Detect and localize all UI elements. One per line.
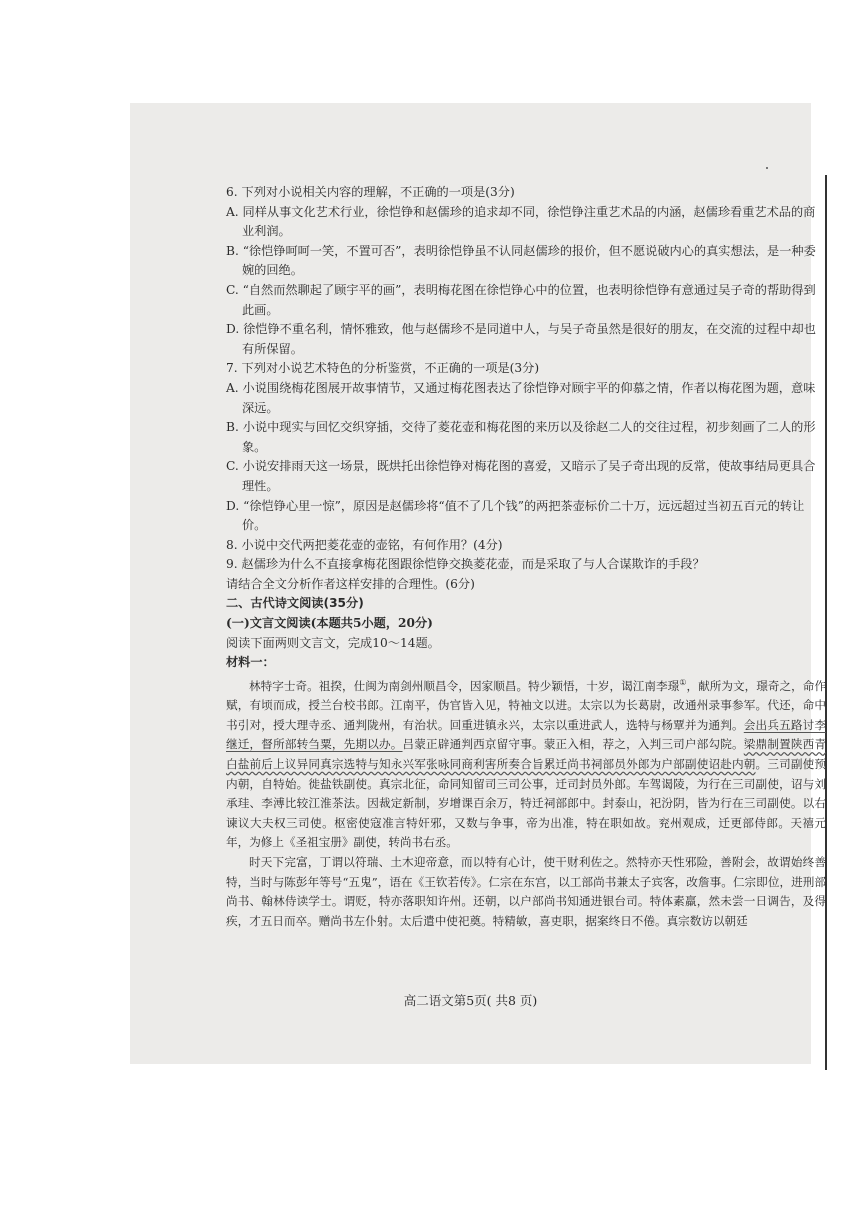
page-footer: 高二语文第5页( 共8 页) bbox=[403, 993, 538, 1008]
question-6-option-c: C. “自然而然聊起了顾宇平的画”，表明梅花图在徐恺铮心中的位置，也表明徐恺铮有意通过吴子奇的帮助得到此画。 bbox=[226, 282, 816, 317]
classical-text-paragraph-2: 时天下完富，丁谓以符瑞、土木迎帝意，而以特有心计，使干财利佐之。然特亦天性邪险，善附会，故谓始终善特，当时与陈彭年等号“五鬼”，语在《王钦若传》。仁宗在东宫，以工部尚书兼太子宾客，改詹事。仁宗即位，进刑部尚书、翰林侍读学士。谓贬，特亦落职知许州。还朝，以户部尚书知通进银台司。特体素羸，然未尝一日调告，及得疾，才五日而卒。赠尚书左仆射。太后遣中使祀奠。特精敏，喜吏职，据案终日不倦。真宗数访以朝廷 bbox=[226, 855, 826, 928]
para1-part3: 吕蒙正辟通判西京留守事。蒙正入相，荐之，入判三司户部勾院。 bbox=[402, 737, 744, 752]
para1-part4: 。三司副使预内朝，自特始。徙盐铁副使。真宗北征，命同知留司三司公事，迁司封员外郎。车驾谒陵，为行在三司副使，诏与刘承珪、李溥比较江淮茶法。因裁定新制，岁增课百余万，特迁祠部郎中。封泰山，祀汾阴，皆为行在三司副使。以右谏议大夫权三司使。枢密使寇准言特奸邪，又数与争事，帝为出准，特在职如故。兖州观成，迁更部侍郎。天禧元年，为修上《圣祖宝册》副使，转尚书右丞。 bbox=[226, 757, 826, 850]
underlined-sentence: 会出兵五路讨李继迁，督所部转刍粟，先期以办。 bbox=[226, 717, 826, 752]
question-7-option-d: D. “徐恺铮心里一惊”，原因是赵儒珍将“值不了几个钱”的两把茶壶标价二十万，远远超过当初五百元的转让价。 bbox=[226, 498, 805, 533]
question-7-option-b: B. 小说中现实与回忆交织穿插，交待了菱花壶和梅花图的来历以及徐赵二人的交往过程，初步刻画了二人的形象。 bbox=[226, 420, 816, 454]
reading-instruction: 阅读下面两则文言文，完成10～14题。 bbox=[226, 635, 440, 650]
question-6-option-d: D. 徐恺铮不重名利，情怀雅致，他与赵儒珍不是同道中人，与吴子奇虽然是很好的朋友，在交流的过程中却也有所保留。 bbox=[226, 322, 816, 356]
wavy-underlined-passage: 梁鼎制置陕西青白盐前后上议异同真宗选特与知永兴军张咏同商利害所奏合旨累迁尚书祠部员外郎为户部副使诏赴内朝 bbox=[226, 737, 826, 772]
page-content bbox=[226, 183, 826, 931]
para1-part2: ，献所为文，璟奇之，命作赋，有顷而成，授兰台校书郎。江南平，伪官皆入见，特袖文以进。太宗以为长葛尉，改通州录事参军。代还，命中书引对，授大理寺丞、通判陇州，有治状。回重进镇永兴，太宗以重进武人，选特与杨覃并为通判。 bbox=[226, 678, 826, 732]
question-7-option-c: C. 小说安排雨天这一场景，既烘托出徐恺铮对梅花图的喜爱，又暗示了吴子奇出现的反常，使故事结局更具合理性。 bbox=[226, 459, 816, 493]
classical-text-paragraph-1 bbox=[226, 673, 826, 853]
scan-speck bbox=[766, 167, 768, 169]
material-1-label: 材料一： bbox=[226, 655, 275, 670]
subsection-1-heading: (一)文言文阅读(本题共5小题，20分) bbox=[226, 616, 433, 631]
question-6-option-b: B. “徐恺铮呵呵一笑，不置可否”，表明徐恺铮虽不认同赵儒珍的报价，但不愿说破内心的真实想法，是一种委婉的回绝。 bbox=[226, 243, 816, 278]
question-8: 8. 小说中交代两把菱花壶的壶铭，有何作用？(4分) bbox=[226, 537, 503, 552]
question-9-line1: 9. 赵儒珍为什么不直接拿梅花图跟徐恺铮交换菱花壶，而是采取了与人合谋欺诈的手段？ bbox=[226, 557, 705, 572]
question-7-stem: 7. 下列对小说艺术特色的分析鉴赏，不正确的一项是(3分) bbox=[226, 361, 540, 376]
section-2-heading: 二、古代诗文阅读(35分) bbox=[226, 596, 364, 611]
question-6-stem: 6. 下列对小说相关内容的理解，不正确的一项是(3分) bbox=[226, 185, 515, 199]
question-6-option-a: A. 同样从事文化艺术行业，徐恺铮和赵儒珍的追求却不同，徐恺铮注重艺术品的内涵，赵儒珍看重艺术品的商业利润。 bbox=[226, 204, 816, 239]
footnote-marker: ① bbox=[679, 677, 687, 687]
question-7-option-a: A. 小说围绕梅花图展开故事情节，又通过梅花图表达了徐恺铮对顾宇平的仰慕之情，作者以梅花图为题，意味深远。 bbox=[226, 380, 816, 415]
question-9-line2: 请结合全文分析作者这样安排的合理性。(6分) bbox=[226, 576, 475, 591]
scanned-page bbox=[130, 103, 826, 1064]
para1-part1: 林特字士奇。祖揆，仕闽为南剑州顺昌令，因家顺昌。特少颖悟，十岁，谒江南李璟 bbox=[249, 678, 680, 693]
